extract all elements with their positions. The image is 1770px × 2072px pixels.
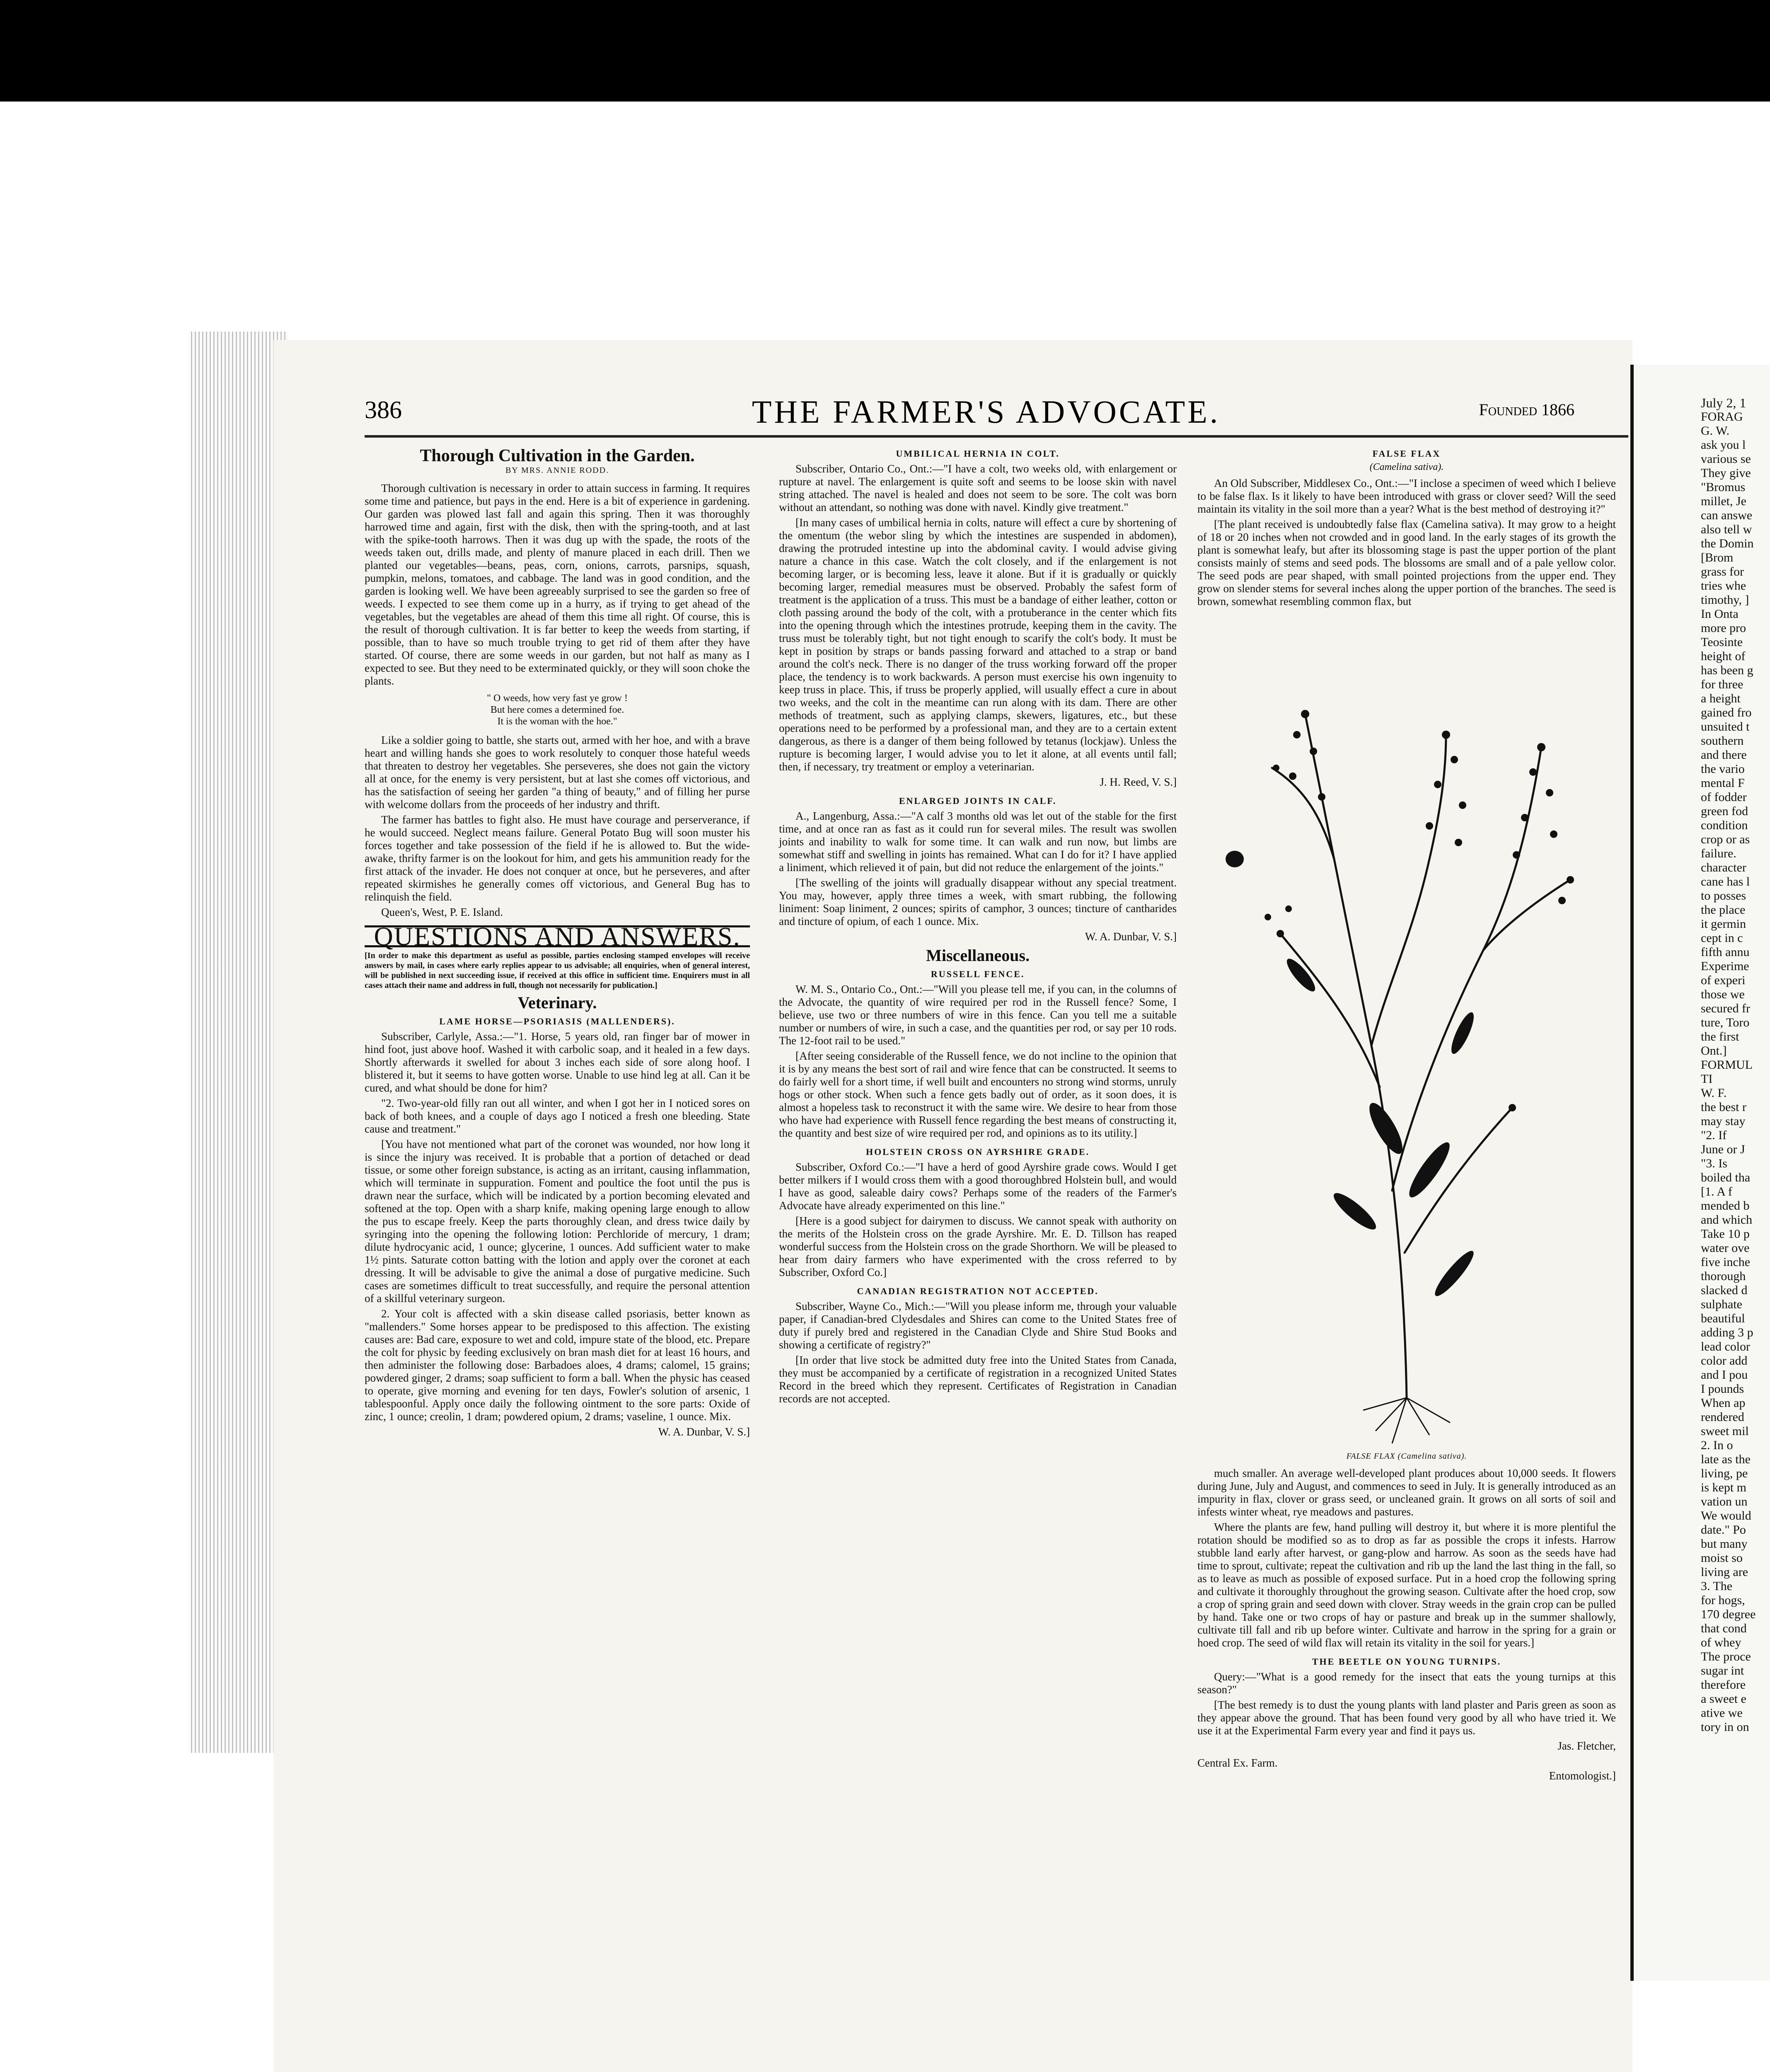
facing-page-line: for three xyxy=(1701,678,1743,691)
section-heading: Miscellaneous. xyxy=(926,946,1030,965)
facing-page-line: In Onta xyxy=(1701,607,1739,621)
signature: W. A. Dunbar, V. S.] xyxy=(658,1426,750,1438)
facing-page-line: W. F. xyxy=(1701,1086,1727,1100)
answer: [After seeing considerable of the Russell fence, we do not incline to the opinion that it is by any means the best sort of rail and wire fence that can be constructed. It seems to do fairly well for a short time, if well built and encounters no strong wind storms, unruly hogs or other stock. When such a fence gets badly out of order, as it soon does, it is almost a hopeless task to reconstruct it with the same wire. We desire to hear from those who have had experience with Russell fence regarding the best means of constructing it, the quantity and best size of wire required per rod, and opinions as to its utility.] xyxy=(779,1050,1177,1139)
facing-page-line: a sweet e xyxy=(1701,1692,1746,1706)
questions-answers-banner xyxy=(365,922,750,951)
facing-page-line: Take 10 p xyxy=(1701,1227,1750,1241)
illustration-caption: FALSE FLAX (Camelina sativa). xyxy=(1346,1452,1467,1461)
facing-page-line: millet, Je xyxy=(1701,494,1746,508)
section-heading: Veterinary. xyxy=(517,993,597,1012)
answer: [The best remedy is to dust the young plants with land plaster and Paris green as soon as they appear above the ground. That has been found very good by all who have tried it. We use it at the Experimental Farm every year and find it pays us. xyxy=(1197,1699,1616,1737)
facing-page-line: color add xyxy=(1701,1354,1748,1368)
facing-page-line: beautiful xyxy=(1701,1312,1745,1325)
column-3 xyxy=(1197,441,1616,1786)
facing-page-line: various se xyxy=(1701,452,1751,466)
book-page-edges xyxy=(189,332,288,1753)
facing-page-line: late as the xyxy=(1701,1452,1751,1466)
facing-page-line: "3. Is xyxy=(1701,1157,1727,1170)
article-title: Thorough Cultivation in the Garden. xyxy=(420,446,695,465)
facing-page-line: of whey xyxy=(1701,1636,1741,1649)
facing-page-line: gained fro xyxy=(1701,706,1752,719)
facing-page-line: mental F xyxy=(1701,776,1745,790)
facing-page-lines xyxy=(1701,410,1769,1734)
facing-page-line: adding 3 p xyxy=(1701,1326,1753,1339)
page-header xyxy=(365,396,1641,433)
facing-page-line: sugar int xyxy=(1701,1664,1744,1677)
facing-page-line: ture, Toro xyxy=(1701,1016,1750,1029)
question-title: RUSSELL FENCE. xyxy=(931,969,1025,979)
section-title: QUESTIONS AND ANSWERS. xyxy=(374,922,741,951)
question-title: CANADIAN REGISTRATION NOT ACCEPTED. xyxy=(857,1286,1099,1296)
facing-page-line: failure. xyxy=(1701,847,1736,860)
facing-page-line: the vario xyxy=(1701,762,1745,776)
signature: J. H. Reed, V. S.] xyxy=(1100,776,1177,788)
answer: [You have not mentioned what part of the coronet was wounded, nor how long it is since the injury was received. It is probable that a portion of detached or dead tissue, or some other foreign substance, is acting as an irritant, causing inflammation, which will terminate in suppuration. Foment and poultice the foot until the pus is drawn near the surface, which will be indicated by a portion becoming elevated and softened at the top. Open with a sharp knife, making opening large enough to allow the pus to escape freely. Keep the parts thoroughly clean, and dress twice daily by syringing into the opening the following lotion: Perchloride of mercury, 1 dram; dilute hydrocyanic acid, 1 ounce; glycerine, 1 ounces. Add sufficient water to make 1½ pints. Saturate cotton batting with the lotion and apply over the coronet at each dressing. It will be advisable to give the animal a dose of purgative medicine. Such cases are sometimes difficult to treat successfully, and require the personal attention of a skillful veterinary surgeon. xyxy=(365,1138,750,1305)
facing-page-line: June or J xyxy=(1701,1143,1745,1156)
facing-page-line: of experi xyxy=(1701,973,1746,987)
facing-page-line: crop or as xyxy=(1701,833,1750,846)
question: A., Langenburg, Assa.:—"A calf 3 months old was let out of the stable for the first time, and at once ran as fast as it could run for several miles. The result was swollen joints and inability to walk for some time. It can walk and run now, but limbs are somewhat stiff and swelling in joints has remained. What can I do for it? I have applied a liniment, which relieved it of pain, but did not reduce the enlargement of the joints." xyxy=(779,810,1177,874)
signature: Jas. Fletcher, xyxy=(1557,1740,1616,1752)
facing-page-line: has been g xyxy=(1701,663,1753,677)
facing-page-line: "Bromus xyxy=(1701,480,1746,494)
facing-page-line: grass for xyxy=(1701,565,1744,579)
facing-page-line: a height xyxy=(1701,692,1741,705)
facing-page-line: TI xyxy=(1701,1072,1713,1086)
facing-page-line: boiled tha xyxy=(1701,1171,1751,1184)
question: Subscriber, Ontario Co., Ont.:—"I have a colt, two weeks old, with enlargement or rupture at navel. The enlargement is quite soft and seems to be loose skin with navel string attached. The navel is healed and does not seem to be sore. The colt was born without an attendant, so nothing was done with navel. Kindly give treatment." xyxy=(779,462,1177,513)
verse-line: But here comes a determined foe. xyxy=(490,704,624,715)
article-place: Queen's, West, P. E. Island. xyxy=(381,906,503,918)
facing-page-line: vation un xyxy=(1701,1495,1748,1508)
facing-page-column xyxy=(1701,396,1769,1734)
facing-page-line: G. W. xyxy=(1701,424,1730,438)
facing-page-line: They give xyxy=(1701,466,1751,480)
question-title: LAME HORSE—PSORIASIS (MALLENDERS). xyxy=(439,1016,675,1026)
facing-page-line: is kept m xyxy=(1701,1481,1746,1494)
facing-page-line: secured fr xyxy=(1701,1002,1751,1015)
paragraph: Thorough cultivation is necessary in order to attain success in farming. It requires some time and patience, but pays in the end. Here is a bit of experience in gardening. Our garden was plowed last fall and again this spring. Then it was thoroughly harrowed time and again, first with the disk, then with the spring-tooth, and at last with the spike-tooth harrows. Then it was dug up with the spade, the roots of the weeds taken out, drills made, and plenty of manure placed in each drill. Then we planted our vegetables—beans, peas, corn, onions, carrots, parsnips, squash, pumpkin, melons, tomatoes, and cabbage. The land was in good condition, and the garden is looking well. We have been agreeably surprised to see the garden so free of weeds. I expected to see them come up in a hurry, as if trying to get ahead of the vegetables, but the vegetables are ahead of them this time all right. Of course, this is the result of thorough cultivation. It is far better to keep the weeds from starting, if possible, than to have so much trouble trying to get rid of them after they have started. Of course, there are some weeds in our garden, but not half as many as I expected to see. But they need to be exterminated quickly, or they will soon choke the plants. xyxy=(365,482,750,687)
facing-page-line: green fod xyxy=(1701,804,1748,818)
facing-page-line: southern xyxy=(1701,734,1744,748)
facing-page-line: it germin xyxy=(1701,917,1746,931)
facing-page-line: Experime xyxy=(1701,959,1749,973)
question-title: THE BEETLE ON YOUNG TURNIPS. xyxy=(1312,1656,1502,1667)
facing-page-line: thorough xyxy=(1701,1269,1746,1283)
paragraph: Like a soldier going to battle, she starts out, armed with her hoe, and with a brave heart and willing hands she goes to work resolutely to conquer those hateful weeds that threaten to destroy her vegetables. She perseveres, she does not gain the victory all at once, for the enemy is very persistent, but at last she comes off victorious, and has the satisfaction of seeing her garden "a thing of beauty," and of filling her purse with welcome dollars from the proceeds of her industry and thrift. xyxy=(365,734,750,811)
facing-page-line: 2. In o xyxy=(1701,1438,1733,1452)
page-number: 386 xyxy=(365,396,402,424)
facing-page-line: tries whe xyxy=(1701,579,1746,593)
question-title: UMBILICAL HERNIA IN COLT. xyxy=(896,448,1060,459)
latin-name: (Camelina sativa). xyxy=(1369,462,1444,472)
facing-page-line: We would xyxy=(1701,1509,1751,1523)
answer: Where the plants are few, hand pulling will destroy it, but where it is more plentiful the rotation should be modified so as to drop as far as possible the crops it infests. Harrow stubble land early after harvest, or gang-plow and harrow. As soon as the seeds have had time to sprout, cultivate; repeat the cultivation and rib up the land the last thing in the fall, so as to leave as much as possible of exposed surface. Put in a hoed crop the following spring and cultivate it thoroughly throughout the growing season. Cultivate after the hoed crop, sow a crop of spring grain and seed down with clover. Stray weeds in the grain crop can be pulled by hand. Take one or two crops of hay or pasture and break up in the summer shallowly, cultivate till fall and rib up before winter. Cultivate and harrow in the spring for a grain or hoed crop. The seed of wild flax will retain its vitality in the soil for years.] xyxy=(1197,1521,1616,1649)
facing-page-line: rendered xyxy=(1701,1410,1744,1424)
facing-page-line: but many xyxy=(1701,1537,1748,1551)
facing-page-line: and which xyxy=(1701,1213,1753,1227)
answer: [The plant received is undoubtedly false flax (Camelina sativa). It may grow to a height of 18 or 20 inches when not crowded and in good land. In the early stages of its growth the plant is somewhat leafy, but after its blossoming stage is past the upper portion of the plant consists mainly of stems and seed pods. The blossoms are small and of a pale yellow color. The seed pods are pear shaped, with small pointed projections from the upper end. They grow on slender stems for several inches along the upper portion of the branches. The seed is brown, somewhat resembling common flax, but xyxy=(1197,518,1616,608)
editorial-note: [In order to make this department as useful as possible, parties enclosing stamped envelopes will receive answers by mail, in cases where early replies appear to us advisable; all enquiries, when of general interest, will be published in next succeeding issue, if received at this office in sufficient time. Enquirers must in all cases attach their name and address in full, though not necessarily for publication.] xyxy=(365,951,750,990)
answer: [The swelling of the joints will gradually disappear without any special treatment. You may, however, apply three times a week, with smart rubbing, the following liniment: Soap liniment, 2 ounces; spirits of camphor, 3 ounces; tincture of cantharides and tincture of opium, of each 1 ounce. Mix. xyxy=(779,876,1177,927)
facing-page-line: lead color xyxy=(1701,1340,1751,1353)
facing-page-line: living are xyxy=(1701,1565,1748,1579)
facing-page-header: July 2, 1 xyxy=(1701,396,1746,410)
paragraph: The farmer has battles to fight also. He must have courage and perserverance, if he would succeed. Neglect means failure. General Potato Bug will soon muster his forces together and take possession of the field if he is allowed to. But the wide-awake, thrifty farmer is on the lookout for him, and gets his ammunition ready for the first attack of the invader. He does not conquer at once, but he perseveres, and after repeated skirmishes he generally comes off victorious, and General Bug has to relinquish the field. xyxy=(365,813,750,903)
header-rule xyxy=(365,435,1628,438)
facing-page-line: Teosinte xyxy=(1701,635,1743,649)
facing-page-line: I pounds xyxy=(1701,1382,1744,1396)
facing-page-line: ask you l xyxy=(1701,438,1746,452)
facing-page-line: ative we xyxy=(1701,1706,1743,1720)
facing-page-line: height of xyxy=(1701,649,1746,663)
founded-date: Founded 1866 xyxy=(1479,400,1574,419)
facing-page-line: timothy, ] xyxy=(1701,593,1749,607)
question-title: HOLSTEIN CROSS ON AYRSHIRE GRADE. xyxy=(866,1147,1090,1157)
question: "2. Two-year-old filly ran out all winter, and when I got her in I noticed sores on back of both knees, and a couple of days ago I noticed a fresh one bleeding. State cause and treatment." xyxy=(365,1097,750,1135)
answer: [Here is a good subject for dairymen to discuss. We cannot speak with authority on the merits of the Holstein cross on the grade Ayrshire. Mr. E. D. Tillson has reaped wonderful success from the Holstein cross on the grade Shorthorn. We will be pleased to hear from dairy farmers who have experimented with the cross referred to by Subscriber, Oxford Co.] xyxy=(779,1215,1177,1278)
facing-page-line: the best r xyxy=(1701,1100,1746,1114)
answer: [In many cases of umbilical hernia in colts, nature will effect a cure by shortening of the omentum (the webor sling by which the intestines are suspended in abdomen), drawing the protruded intestine up into the abdominal cavity. I would advise giving nature a chance in this case. Watch the colt closely, and if the enlargement is not becoming larger, or is becoming less, leave it alone. But if it is gradually or quickly becoming larger, remedial measures must be observed. Probably the safest form of treatment is the application of a truss. This must be a bandage of either leather, cotton or cloth passing around the body of the colt, with a protuberance in the center which fits into the opening through which the intestines protrude, keeping them in the cavity. The truss must be tolerably tight, but not tight enough to scarify the colt's body. It must be kept in position by straps or bands passing forward and attached to a strap or band around the colt's neck. There is no danger of the truss working forward off the proper place, the tendency is to work backwards. A person must exercise his own ingenuity to keep truss in place. This, if truss be properly applied, will usually effect a cure in about two weeks, and the colt in the meantime can run along with its dam. There are other methods of treatment, such as applying clamps, skewers, ligatures, etc., but these operations need to be performed by a professional man, and they are to a certain extent dangerous, as there is a danger of them being followed by tetanus (lockjaw). Unless the rupture is becoming larger, I would advise you to let it alone, at all events until fall; then, if necessary, try treatment or employ a veterinarian. xyxy=(779,516,1177,773)
facing-page-line: unsuited t xyxy=(1701,720,1750,733)
column-1 xyxy=(365,441,750,1443)
facing-page-line: therefore xyxy=(1701,1678,1746,1692)
facing-page-line: condition xyxy=(1701,818,1748,832)
facing-page-line: may stay xyxy=(1701,1114,1746,1128)
facing-page-line: those we xyxy=(1701,988,1745,1001)
facing-page-line: sulphate xyxy=(1701,1297,1742,1311)
facing-page-line: five inche xyxy=(1701,1255,1751,1269)
facing-page-line: cept in c xyxy=(1701,931,1743,945)
facing-page-line: cane has l xyxy=(1701,875,1750,888)
verse-line: " O weeds, how very fast ye grow ! xyxy=(487,693,628,704)
answer: [In order that live stock be admitted duty free into the United States from Canada, they must be accompanied by a certificate of registration in a recognized United States Record in the breed which they represent. Certificates of Registration in Canadian records are not accepted. xyxy=(779,1354,1177,1405)
facing-page-line: the first xyxy=(1701,1030,1739,1043)
signature-place: Central Ex. Farm. xyxy=(1197,1757,1278,1769)
false-flax-illustration xyxy=(1197,610,1616,1447)
facing-page-line: character xyxy=(1701,861,1746,874)
facing-page-line: 170 degree xyxy=(1701,1607,1756,1621)
facing-page-line: "2. If xyxy=(1701,1128,1727,1142)
verse xyxy=(365,692,750,727)
facing-page-line: sweet mil xyxy=(1701,1424,1749,1438)
facing-page-line: FORMUL xyxy=(1701,1058,1753,1072)
facing-page-line: more pro xyxy=(1701,621,1746,635)
facing-page-line: of fodder xyxy=(1701,790,1747,804)
facing-page-line: date." Po xyxy=(1701,1523,1746,1537)
facing-page-line: also tell w xyxy=(1701,523,1752,536)
facing-page-line: that cond xyxy=(1701,1622,1747,1635)
question: Subscriber, Oxford Co.:—"I have a herd of good Ayrshire grade cows. Would I get better milkers if I would cross them with a good thoroughbred Holstein bull, and would I have as good, saleable dairy cows? Perhaps some of the readers of the Farmer's Advocate have already experimented on this line." xyxy=(779,1161,1177,1212)
question: Subscriber, Wayne Co., Mich.:—"Will you please inform me, through your valuable paper, if Canadian-bred Clydesdales and Shires can come to the United States free of duty if purely bred and registered in the Canadian Clyde and Shire Stud Books and showing a certificate of registry?" xyxy=(779,1300,1177,1351)
question: An Old Subscriber, Middlesex Co., Ont.:—"I inclose a specimen of weed which I believe to be false flax. Is it likely to have been introduced with grass or clover seed? Will the seed maintain its vitality in the soil more than a year? What is the best method of destroying it?" xyxy=(1197,477,1616,515)
facing-page-line: the Domin xyxy=(1701,537,1754,550)
facing-page-line: [1. A f xyxy=(1701,1185,1732,1198)
answer: 2. Your colt is affected with a skin disease called psoriasis, better known as "mallenders." Some horses appear to be predisposed to this affection. The existing causes are: Bad care, exposure to wet and cold, impure state of the blood, etc. Prepare the colt for physic by feeding exclusively on bran mash diet for at least 16 hours, and then administer the following dose: Barbadoes aloes, 4 drams; calomel, 15 grains; powdered ginger, 2 drams; soap sufficient to form a ball. When the physic has ceased to operate, give morning and evening for ten days, Fowler's solution of arsenic, 1 tablespoonful. Apply once daily the following ointment to the sore parts: Oxide of zinc, 1 ounce; creolin, 1 dram; powdered opium, 2 drams; vaseline, 1 ounce. Mix. xyxy=(365,1307,750,1423)
facing-page-line: [Brom xyxy=(1701,551,1734,564)
facing-page-line: The proce xyxy=(1701,1650,1751,1663)
facing-page-line: 3. The xyxy=(1701,1579,1733,1593)
facing-page-line: to posses xyxy=(1701,889,1746,903)
facing-page-line: FORAG xyxy=(1701,410,1743,424)
question-title: ENLARGED JOINTS IN CALF. xyxy=(899,796,1057,806)
question-title: FALSE FLAX xyxy=(1372,448,1441,459)
article-byline: BY MRS. ANNIE RODD. xyxy=(505,466,609,475)
facing-page-line: moist so xyxy=(1701,1551,1743,1565)
facing-page-line: tory in on xyxy=(1701,1720,1749,1734)
signature-title: Entomologist.] xyxy=(1549,1769,1616,1782)
signature: W. A. Dunbar, V. S.] xyxy=(1085,930,1177,943)
facing-page-line: living, pe xyxy=(1701,1467,1748,1480)
facing-page-line: mended b xyxy=(1701,1199,1750,1213)
verse-line: It is the woman with the hoe." xyxy=(497,716,617,727)
plant-drawing xyxy=(1197,610,1616,1447)
masthead-title: THE FARMER'S ADVOCATE. xyxy=(752,394,1221,430)
column-2 xyxy=(779,441,1177,1408)
facing-page-line: water ove xyxy=(1701,1241,1750,1255)
question: W. M. S., Ontario Co., Ont.:—"Will you please tell me, if you can, in the columns of the Advocate, the quantity of wire required per rod in the Russell fence? Some, I believe, use two or three numbers of wire in this fence. Can you tell me a suitable number or numbers of wire, in such a case, and the quantities per rod, or say per 10 rods. The 12-foot rail to be used." xyxy=(779,983,1177,1047)
facing-page-line: and there xyxy=(1701,748,1747,762)
facing-page-line: fifth annu xyxy=(1701,945,1750,959)
question: Query:—"What is a good remedy for the insect that eats the young turnips at this season?" xyxy=(1197,1670,1616,1696)
answer: much smaller. An average well-developed plant produces about 10,000 seeds. It flowers during June, July and August, and commences to seed in July. It is generally introduced as an impurity in flax, clover or grass seed, or uncleaned grain. It grows on all sorts of soil and infests winter wheat, rye meadows and pastures. xyxy=(1197,1467,1616,1518)
facing-page-line: for hogs, xyxy=(1701,1593,1745,1607)
facing-page-line: and I pou xyxy=(1701,1368,1748,1382)
facing-page-line: the place xyxy=(1701,903,1746,917)
facing-page-line: When ap xyxy=(1701,1396,1746,1410)
question: Subscriber, Carlyle, Assa.:—"1. Horse, 5 years old, ran finger bar of mower in hind foot, just above hoof. Washed it with carbolic soap, and it healed in a few days. Shortly afterwards it swelled for about 3 inches each side of sore along hoof. I blistered it, but it seems to have gotten worse. Unable to use hind leg at all. Can it be cured, and what should be done for him? xyxy=(365,1030,750,1094)
facing-page-line: slacked d xyxy=(1701,1283,1748,1297)
facing-page-line: can answe xyxy=(1701,508,1753,522)
facing-page-line: Ont.] xyxy=(1701,1044,1727,1058)
